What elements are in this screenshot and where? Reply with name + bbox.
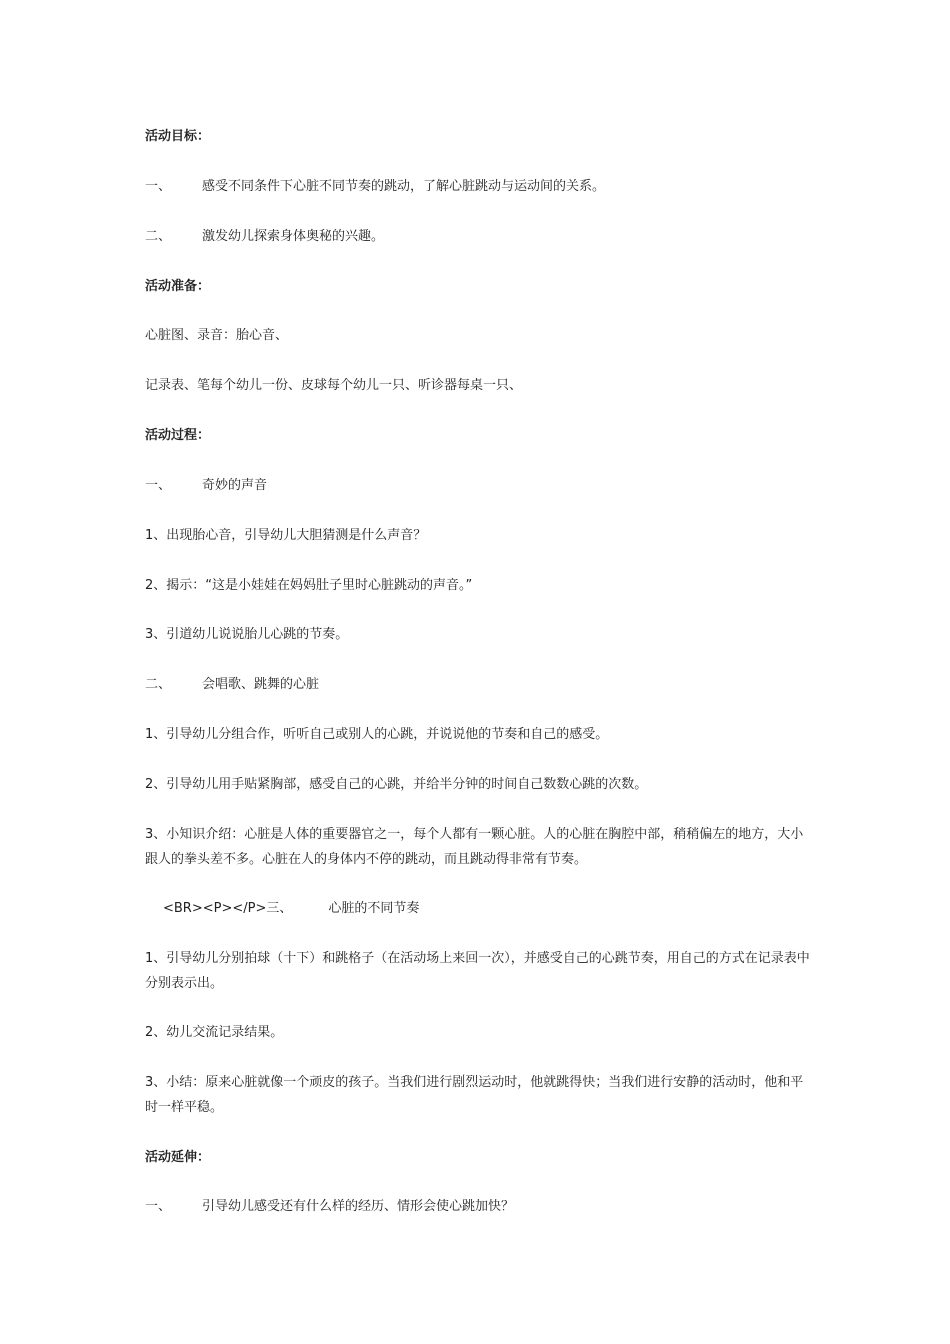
goal-item-1 (145, 177, 605, 197)
process-part-3-step-2: 2、幼儿交流记录结果。 (145, 1025, 284, 1040)
process-part-1-step-3: 3、引道幼儿说说胎儿心跳的节奏。 (145, 627, 349, 642)
process-heading: 活动过程： (145, 428, 211, 443)
prep-item-2: 记录表、笔每个幼儿一份、皮球每个幼儿一只、听诊器每桌一只、 (145, 378, 523, 393)
prep-item-1: 心脏图、录音：胎心音、 (145, 328, 289, 343)
process-part-2-number: 二、 (145, 677, 172, 692)
extension-item-1 (145, 1197, 514, 1217)
extension-item-1-number: 一、 (145, 1199, 172, 1214)
process-part-3-prefix: <BR><P></P>三、 (163, 901, 293, 916)
process-part-3-step-1: 1、引导幼儿分别拍球（十下）和跳格子（在活动场上来回一次），并感受自己的心跳节奏，用自己的方式在记录表中分别表示出。 (145, 951, 810, 991)
goal-heading: 活动目标： (145, 129, 211, 144)
process-part-2-title: 会唱歌、跳舞的心脏 (202, 677, 320, 692)
process-part-3-title: 心脏的不同节奏 (328, 901, 420, 916)
goal-item-1-number: 一、 (145, 179, 172, 194)
extension-heading: 活动延伸： (145, 1150, 211, 1165)
goal-item-2 (145, 227, 384, 247)
process-part-1-step-1: 1、出现胎心音，引导幼儿大胆猜测是什么声音？ (145, 528, 427, 543)
process-part-2-step-3: 3、小知识介绍：心脏是人体的重要器官之一，每个人都有一颗心脏。人的心脏在胸腔中部，稍稍偏左的地方，大小跟人的拳头差不多。心脏在人的身体内不停的跳动，而且跳动得非常有节奏。 (145, 827, 804, 867)
process-part-3-step-3: 3、小结：原来心脏就像一个顽皮的孩子。当我们进行剧烈运动时，他就跳得快；当我们进行安静的活动时，他和平时一样平稳。 (145, 1075, 804, 1115)
extension-item-1-text: 引导幼儿感受还有什么样的经历、情形会使心跳加快？ (202, 1199, 515, 1214)
prep-heading: 活动准备： (145, 279, 211, 294)
process-part-1-step-2: 2、揭示：“这是小娃娃在妈妈肚子里时心脏跳动的声音。” (145, 578, 473, 593)
process-part-3-heading (163, 899, 419, 919)
process-part-1-title: 奇妙的声音 (202, 478, 268, 493)
process-part-2-heading (145, 675, 319, 695)
process-part-2-step-2: 2、引导幼儿用手贴紧胸部，感受自己的心跳，并给半分钟的时间自己数数心跳的次数。 (145, 777, 648, 792)
goal-item-2-text: 激发幼儿探索身体奥秘的兴趣。 (202, 229, 385, 244)
process-part-1-heading (145, 476, 267, 496)
goal-item-1-text: 感受不同条件下心脏不同节奏的跳动，了解心脏跳动与运动间的关系。 (202, 179, 606, 194)
process-part-1-number: 一、 (145, 478, 172, 493)
process-part-2-step-1: 1、引导幼儿分组合作，听听自己或别人的心跳，并说说他的节奏和自己的感受。 (145, 727, 609, 742)
goal-item-2-number: 二、 (145, 229, 172, 244)
